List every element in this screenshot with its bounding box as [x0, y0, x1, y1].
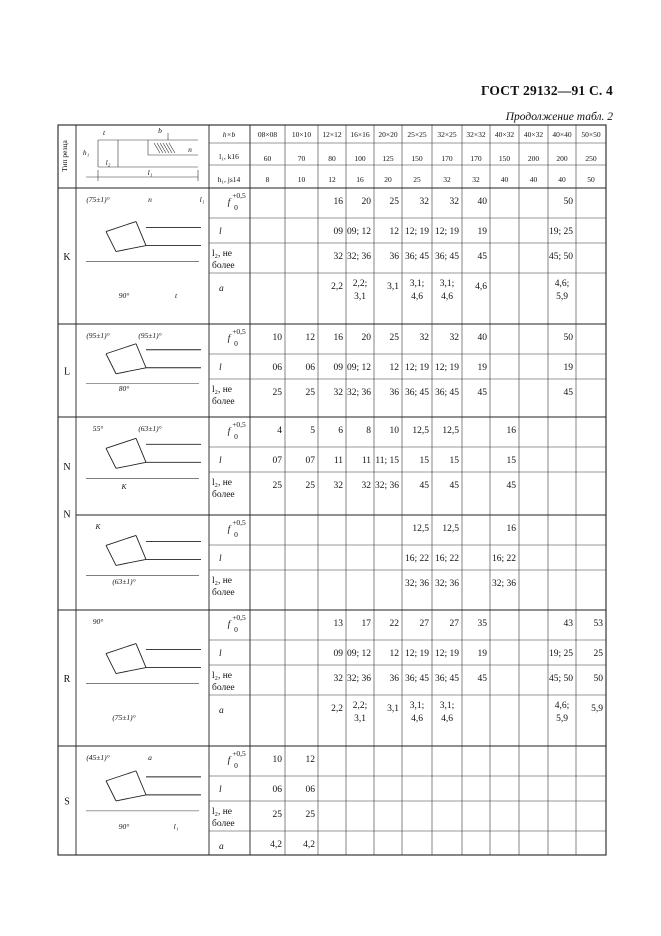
table-cell-value: 4,2	[270, 840, 282, 850]
l1-value: 100	[354, 154, 366, 163]
tool-drawing	[86, 522, 201, 586]
param-a-label: a	[219, 706, 224, 716]
h1-value: 20	[384, 175, 392, 184]
table-cell-value: 17	[361, 619, 371, 629]
hatch-line	[166, 143, 172, 153]
drawing-label: (95±1)°	[86, 331, 110, 340]
hatch-line	[154, 143, 160, 153]
table-cell-value: 22	[389, 619, 399, 629]
drawing-line	[106, 644, 136, 654]
hatch-line	[157, 143, 163, 153]
drawing-line	[106, 438, 136, 448]
table-cell-value: 32; 36	[434, 579, 459, 589]
param-hb-label: h×b	[222, 130, 236, 139]
table-cell-value: 36; 45	[404, 388, 429, 398]
param-f-sub: 0	[234, 761, 238, 770]
drawing-label: 55°	[92, 424, 104, 433]
table-cell-value: 45; 50	[548, 252, 573, 262]
table-cell-value: 8	[366, 426, 371, 436]
table-cell-value: 32	[419, 197, 429, 207]
table-cell-value: 09	[333, 649, 343, 659]
table-cell-value: 45	[477, 388, 487, 398]
drawing-label: (75±1)°	[86, 195, 110, 204]
l1-value: 250	[585, 154, 597, 163]
drawing-line	[116, 462, 146, 468]
table-cell-value: 09	[333, 363, 343, 373]
drawing-label: l₂	[105, 158, 111, 167]
table-cell-value: 25	[305, 810, 315, 820]
table-cell-value: 36; 45	[434, 674, 459, 684]
table-cell-value: 40	[477, 197, 487, 207]
drawing-label: l₁	[147, 168, 153, 177]
l1-value: 70	[297, 154, 306, 163]
type-label: S	[64, 796, 70, 808]
table-cell-value: 12,5	[412, 524, 429, 534]
param-f-sub: 0	[234, 625, 238, 634]
table-cell-value: 25	[272, 388, 282, 398]
param-f-sup: +0,5	[232, 749, 246, 758]
param-l2-label: более	[212, 261, 235, 271]
table-cell-value: 6	[338, 426, 343, 436]
param-l2-label: более	[212, 819, 235, 829]
table-cell-value: 4,2	[303, 840, 315, 850]
table-cell-value: 12; 19	[404, 227, 429, 237]
table-cell-value: 16	[506, 524, 516, 534]
table-cell-value: 13	[333, 619, 343, 629]
size-column-header: 16×16	[350, 130, 370, 139]
table-cell-value: 25	[305, 481, 315, 491]
size-column-header: 40×32	[523, 130, 544, 139]
table-cell-value: 4,6	[441, 714, 453, 724]
table-cell-value: 12,5	[442, 524, 459, 534]
table-cell-value: 36; 45	[434, 388, 459, 398]
type-label-n: N	[63, 509, 71, 521]
table-cell-value: 36	[389, 252, 399, 262]
table-cell-value: 36; 45	[404, 674, 429, 684]
drawing-line	[106, 535, 136, 545]
table-cell-value: 43	[563, 619, 573, 629]
size-column-header: 10×10	[291, 130, 312, 139]
drawing-label: (75±1)°	[112, 713, 136, 722]
table-cell-value: 50	[563, 197, 573, 207]
table-cell-value: 32	[361, 481, 371, 491]
table-cell-value: 15	[506, 456, 516, 466]
table-cell-value: 19	[477, 649, 487, 659]
h1-value: 50	[587, 175, 595, 184]
drawing-line	[106, 654, 116, 674]
table-cell-value: 25	[272, 810, 282, 820]
param-l2-label: l₂, не	[212, 249, 233, 259]
drawing-line	[106, 771, 136, 781]
table-cell-value: 12; 19	[404, 363, 429, 373]
table-cell-value: 25	[593, 649, 603, 659]
drawing-label: K	[95, 522, 101, 531]
hatch-line	[169, 143, 175, 153]
table-cell-value: 32	[449, 197, 459, 207]
tool-drawing	[86, 331, 201, 393]
table-cell-value: 12,5	[442, 426, 459, 436]
size-column-header: 12×12	[322, 130, 342, 139]
tool-drawing	[86, 753, 201, 831]
table-cell-value: 12	[305, 333, 315, 343]
h1-value: 32	[443, 175, 451, 184]
table-cell-value: 06	[305, 363, 315, 373]
drawing-label: t	[102, 128, 106, 137]
size-column-header: 20×20	[378, 130, 398, 139]
size-column-header: 32×25	[437, 130, 457, 139]
param-a-label: a	[219, 842, 224, 852]
h1-value: 40	[529, 175, 538, 184]
h1-value: 12	[328, 175, 336, 184]
table-cell-value: 12; 19	[434, 363, 459, 373]
tool-drawing	[86, 617, 201, 722]
size-column-header: 08×08	[257, 130, 278, 139]
table-cell-value: 40	[477, 333, 487, 343]
table-cell-value: 11; 15	[375, 456, 399, 466]
param-h1-label: h₁, js14	[217, 175, 241, 184]
table-cell-value: 4,6	[475, 282, 487, 292]
table-cell-value: 09	[333, 227, 343, 237]
param-l2-label: l₂, не	[212, 385, 233, 395]
type-label: K	[63, 252, 71, 263]
table-cell-value: 45	[419, 481, 429, 491]
table-cell-value: 35	[477, 619, 487, 629]
drawing-label: 90°	[118, 822, 130, 831]
hatch-line	[163, 143, 169, 153]
param-l1-label: l₁, k16	[219, 152, 239, 161]
param-l-label: l	[219, 363, 222, 373]
drawing-line	[136, 771, 146, 795]
drawing-label: (63±1)°	[138, 424, 162, 433]
drawing-line	[116, 368, 146, 374]
param-l2-label: l₂, не	[212, 671, 233, 681]
table-continuation-caption: Продолжение табл. 2	[505, 111, 613, 123]
table-cell-value: 36; 45	[434, 252, 459, 262]
param-f-label: f	[227, 334, 231, 344]
header-tool-drawing	[83, 126, 198, 181]
table-cell-value: 27	[419, 619, 429, 629]
drawing-label: h₁	[82, 148, 90, 157]
table-cell-value: 53	[593, 619, 603, 629]
l1-value: 80	[328, 154, 336, 163]
table-cell-value: 27	[449, 619, 459, 629]
h1-value: 25	[413, 175, 421, 184]
table-cell-value: 10	[389, 426, 399, 436]
table-cell-value: 06	[272, 363, 282, 373]
drawing-label: 90°	[118, 291, 130, 300]
param-l2-label: более	[212, 397, 235, 407]
param-f-label: f	[227, 427, 231, 437]
table-cell-value: 32	[333, 674, 343, 684]
param-l-label: l	[219, 227, 222, 237]
size-column-header: 25×25	[407, 130, 427, 139]
size-column-header: 50×50	[581, 130, 601, 139]
type-label: N	[63, 462, 71, 473]
param-f-sup: +0,5	[232, 518, 246, 527]
table-cell-value: 45	[563, 388, 573, 398]
table-cell-value: 2,2	[331, 282, 343, 292]
table-cell-value: 32	[333, 252, 343, 262]
table-cell-value: 4,6;	[554, 279, 570, 289]
l1-value: 60	[263, 154, 272, 163]
drawing-label: l₁	[199, 195, 205, 204]
param-l2-label: l₂, не	[212, 576, 233, 586]
param-l-label: l	[219, 649, 222, 659]
table-cell-value: 32; 36	[374, 481, 399, 491]
table-cell-value: 15	[419, 456, 429, 466]
drawing-label: (95±1)°	[138, 331, 162, 340]
param-l2-label: l₂, не	[212, 807, 233, 817]
table-cell-value: 5,9	[556, 714, 568, 724]
table-cell-value: 10	[272, 333, 282, 343]
param-l-label: l	[219, 785, 222, 795]
drawing-line	[136, 535, 146, 559]
param-f-label: f	[227, 198, 231, 208]
table-cell-value: 12; 19	[404, 649, 429, 659]
table-cell-value: 07	[305, 456, 315, 466]
table-cell-value: 5,9	[591, 704, 603, 714]
table-cell-value: 5	[310, 426, 315, 436]
param-f-sup: +0,5	[232, 420, 246, 429]
drawing-line	[116, 668, 146, 674]
table-cell-value: 15	[449, 456, 459, 466]
drawing-label: (63±1)°	[112, 577, 136, 586]
table-cell-value: 3,1;	[439, 701, 455, 711]
table-cell-value: 45	[449, 481, 459, 491]
l1-value: 170	[441, 154, 453, 163]
param-f-sub: 0	[234, 339, 238, 348]
drawing-label: t	[174, 291, 178, 300]
tool-drawing	[86, 195, 205, 300]
table-cell-value: 16	[333, 333, 343, 343]
table-cell-value: 32; 36	[491, 579, 516, 589]
table-cell-value: 06	[305, 785, 315, 795]
table-svg	[58, 125, 603, 865]
drawing-label: K	[121, 482, 127, 491]
table-cell-value: 16	[333, 197, 343, 207]
param-a-label: a	[219, 284, 224, 294]
table-cell-value: 3,1	[354, 714, 366, 724]
table-cell-value: 2,2;	[352, 279, 368, 289]
table-cell-value: 2,2	[331, 704, 343, 714]
l1-value: 150	[411, 154, 423, 163]
h1-value: 10	[297, 175, 306, 184]
param-l2-label: l₂, не	[212, 478, 233, 488]
param-f-sub: 0	[234, 203, 238, 212]
h1-value: 40	[500, 175, 509, 184]
table-cell-value: 3,1	[354, 292, 366, 302]
drawing-line	[136, 222, 146, 246]
drawing-label: 90°	[92, 617, 104, 626]
drawing-line	[106, 781, 116, 801]
table-cell-value: 4,6;	[554, 701, 570, 711]
param-f-sup: +0,5	[232, 191, 246, 200]
type-column-label: Тип резца	[60, 140, 69, 172]
table-cell-value: 06	[272, 785, 282, 795]
param-f-sub: 0	[234, 432, 238, 441]
param-l-label: l	[219, 554, 222, 564]
drawing-line	[106, 354, 116, 374]
param-l2-label: более	[212, 683, 235, 693]
table-cell-value: 16; 22	[491, 554, 516, 564]
table-cell-value: 32; 36	[404, 579, 429, 589]
h1-value: 16	[356, 175, 364, 184]
table-cell-value: 12; 19	[434, 227, 459, 237]
l1-value: 200	[527, 154, 540, 163]
table-cell-value: 11	[333, 456, 343, 466]
table-cell-value: 19; 25	[548, 649, 573, 659]
table-cell-value: 4,6	[441, 292, 453, 302]
table-cell-value: 45	[477, 674, 487, 684]
table-cell-value: 45	[477, 252, 487, 262]
table-frame	[58, 125, 606, 855]
table-cell-value: 32	[333, 481, 343, 491]
table-cell-value: 12,5	[412, 426, 429, 436]
drawing-label: (45±1)°	[86, 753, 110, 762]
size-column-header: 32×32	[466, 130, 486, 139]
table-cell-value: 3,1	[387, 282, 399, 292]
drawing-label: b	[158, 126, 162, 135]
l1-value: 200	[556, 154, 568, 163]
table-cell-value: 19; 25	[548, 227, 573, 237]
table-cell-value: 09; 12	[346, 363, 371, 373]
table-cell-value: 3,1;	[409, 701, 425, 711]
drawing-label: 80°	[118, 384, 130, 393]
param-f-sup: +0,5	[232, 613, 246, 622]
size-column-header: 40×40	[552, 130, 572, 139]
drawing-line	[116, 246, 146, 252]
table-cell-value: 16; 22	[404, 554, 429, 564]
table-cell-value: 32; 36	[346, 388, 371, 398]
table-cell-value: 11	[361, 456, 371, 466]
tool-dimensions-table	[58, 125, 603, 865]
param-l2-label: более	[212, 490, 235, 500]
table-cell-value: 07	[272, 456, 282, 466]
table-cell-value: 09; 12	[346, 649, 371, 659]
table-cell-value: 10	[272, 755, 282, 765]
table-cell-value: 09; 12	[346, 227, 371, 237]
param-f-label: f	[227, 756, 231, 766]
tool-drawing	[86, 424, 201, 491]
table-cell-value: 3,1;	[439, 279, 455, 289]
drawing-line	[106, 232, 116, 252]
table-cell-value: 12; 19	[434, 649, 459, 659]
table-cell-value: 16; 22	[434, 554, 459, 564]
table-cell-value: 2,2;	[352, 701, 368, 711]
drawing-line	[116, 559, 146, 565]
table-cell-value: 36	[389, 388, 399, 398]
page-header: ГОСТ 29132—91 С. 4	[480, 83, 613, 98]
table-cell-value: 50	[563, 333, 573, 343]
table-cell-value: 12	[389, 227, 399, 237]
table-cell-value: 4,6	[411, 714, 423, 724]
l1-value: 170	[470, 154, 482, 163]
table-cell-value: 20	[361, 333, 371, 343]
drawing-line	[106, 344, 136, 354]
table-cell-value: 32; 36	[346, 674, 371, 684]
table-cell-value: 19	[563, 363, 573, 373]
drawing-line	[106, 545, 116, 565]
param-l-label: l	[219, 456, 222, 466]
table-cell-value: 32	[449, 333, 459, 343]
table-cell-value: 36	[389, 674, 399, 684]
table-cell-value: 12	[389, 649, 399, 659]
h1-value: 32	[472, 175, 480, 184]
drawing-line	[136, 438, 146, 462]
table-cell-value: 5,9	[556, 292, 568, 302]
drawing-label: n	[188, 145, 192, 154]
table-cell-value: 3,1	[387, 704, 399, 714]
h1-value: 8	[265, 175, 270, 184]
drawing-line	[106, 448, 116, 468]
drawing-line	[116, 795, 146, 801]
drawing-label: l₁	[173, 822, 179, 831]
table-cell-value: 19	[477, 227, 487, 237]
table-cell-value: 25	[272, 481, 282, 491]
table-cell-value: 36; 45	[404, 252, 429, 262]
table-cell-value: 4,6	[411, 292, 423, 302]
table-cell-value: 16	[506, 426, 516, 436]
table-cell-value: 32; 36	[346, 252, 371, 262]
l1-value: 150	[498, 154, 511, 163]
param-f-label: f	[227, 620, 231, 630]
table-cell-value: 25	[389, 333, 399, 343]
table-cell-value: 50	[593, 674, 603, 684]
table-cell-value: 25	[305, 388, 315, 398]
drawing-line	[136, 644, 146, 668]
table-cell-value: 20	[361, 197, 371, 207]
table-cell-value: 4	[277, 426, 282, 436]
h1-value: 40	[558, 175, 566, 184]
drawing-line	[106, 222, 136, 232]
type-label: R	[63, 674, 71, 685]
table-cell-value: 32	[333, 388, 343, 398]
param-f-sup: +0,5	[232, 327, 246, 336]
param-f-sub: 0	[234, 530, 238, 539]
param-l2-label: более	[212, 588, 235, 598]
hatch-line	[160, 143, 166, 153]
size-column-header: 40×32	[494, 130, 515, 139]
table-cell-value: 32	[419, 333, 429, 343]
table-cell-value: 19	[477, 363, 487, 373]
table-cell-value: 3,1;	[409, 279, 425, 289]
drawing-line	[136, 344, 146, 368]
table-cell-value: 12	[389, 363, 399, 373]
table-cell-value: 12	[305, 755, 315, 765]
l1-value: 125	[382, 154, 394, 163]
param-f-label: f	[227, 525, 231, 535]
type-label: L	[63, 366, 71, 378]
drawing-label: n	[148, 195, 152, 204]
table-cell-value: 45	[506, 481, 516, 491]
table-cell-value: 25	[389, 197, 399, 207]
drawing-label: a	[148, 753, 152, 762]
table-cell-value: 45; 50	[548, 674, 573, 684]
